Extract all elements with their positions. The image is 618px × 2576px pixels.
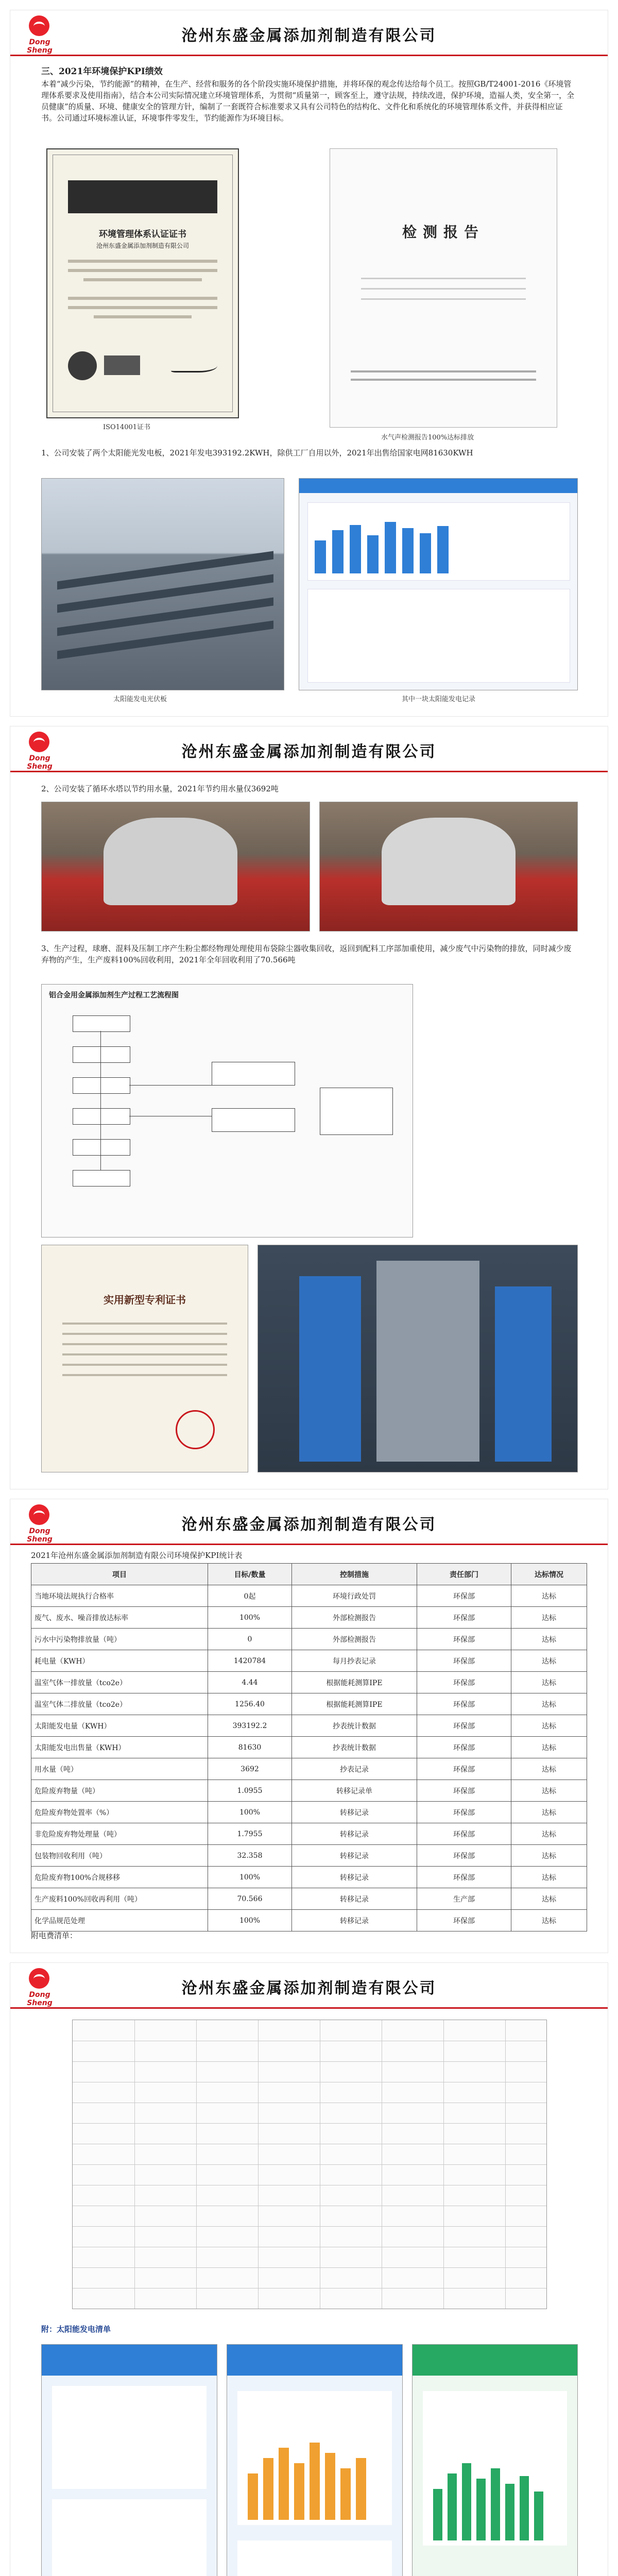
table-cell: 100% <box>208 1607 292 1629</box>
table-cell: 达标 <box>511 1737 587 1758</box>
table-cell: 环保部 <box>417 1780 511 1802</box>
page-4 <box>10 1963 608 2576</box>
table-cell: 达标 <box>511 1823 587 1845</box>
kpi-table <box>31 1563 587 1931</box>
kpi-table-wrap <box>31 1563 587 1931</box>
solar-app-screenshot-3 <box>412 2344 578 2576</box>
table-cell: 环保部 <box>417 1867 511 1888</box>
table-cell: 每月抄表记录 <box>292 1650 417 1672</box>
table-cell: 70.566 <box>208 1888 292 1910</box>
table-cell: 抄表统计数据 <box>292 1715 417 1737</box>
table-row <box>31 1737 587 1758</box>
table-cell: 外部检测报告 <box>292 1607 417 1629</box>
table-row <box>31 1650 587 1672</box>
table-cell: 4.44 <box>208 1672 292 1693</box>
table-cell: 太阳能发电出售量（KWH） <box>31 1737 208 1758</box>
table-cell: 化学品规范处理 <box>31 1910 208 1931</box>
table-cell: 环保部 <box>417 1693 511 1715</box>
table-cell: 环保部 <box>417 1607 511 1629</box>
cooling-tower-photo-left <box>41 802 310 931</box>
table-cell: 100% <box>208 1910 292 1931</box>
certificate-caption: ISO14001证书 <box>103 423 151 431</box>
table-row <box>31 1845 587 1867</box>
process-paragraph: 3、生产过程，球磨、混料及压制工序产生粉尘都经物理处理使用布袋除尘器收集回收，返回到配料工序部加重使用，减少废气中污染物的排放，同时减少废弃物的产生，生产废料100%回收利用，2021年全年回收利用了70.566吨 <box>41 944 572 964</box>
table-cell: 外部检测报告 <box>292 1629 417 1650</box>
table-row <box>31 1780 587 1802</box>
col-header: 目标/数量 <box>208 1564 292 1585</box>
table-cell: 环保部 <box>417 1758 511 1780</box>
table-cell: 达标 <box>511 1607 587 1629</box>
table-cell: 达标 <box>511 1888 587 1910</box>
table-cell: 废气、废水、噪音排放达标率 <box>31 1607 208 1629</box>
table-cell: 达标 <box>511 1715 587 1737</box>
table-row <box>31 1867 587 1888</box>
company-name: 沧州东盛金属添加剂制造有限公司 <box>181 1516 437 1534</box>
patent-seal-icon <box>176 1410 215 1449</box>
solar-list-label: 附：太阳能发电清单 <box>41 2325 111 2334</box>
table-cell: 81630 <box>208 1737 292 1758</box>
table-cell: 达标 <box>511 1910 587 1931</box>
table-cell: 环境行政处罚 <box>292 1585 417 1607</box>
table-row <box>31 1693 587 1715</box>
table-cell: 1256.40 <box>208 1693 292 1715</box>
electricity-note: 附电费清单： <box>31 1931 78 1940</box>
table-cell: 耗电量（KWH） <box>31 1650 208 1672</box>
table-cell: 转移记录 <box>292 1910 417 1931</box>
table-cell: 0 <box>208 1629 292 1650</box>
intro-paragraph: 本着“减少污染，节约能源”的精神，在生产、经营和服务的各个阶段实施环境保护措施，并将环保的观念传达给每个员工。按照GB/T24001-2016《环境管理体系要求及使用指南》，结合本公司实际情况建立环境管理体系，为贯彻“质量第一，顾客至上，遵守法规，持续改进，保护环境，造福人类，安全第一，全员健康”的质量、环境、健康安全的管理方针，编制了一套既符合标准要求又具有公司特色的结构化、文件化和系统化的环境管理体系文件，并获得相应证书。公司通过环境标准认证，环境事件零发生，节约能源作为环境目标。 <box>41 79 575 123</box>
table-cell: 环保部 <box>417 1715 511 1737</box>
table-cell: 达标 <box>511 1585 587 1607</box>
col-header: 项目 <box>31 1564 208 1585</box>
report-title: 检测报告 <box>402 224 485 241</box>
table-cell: 达标 <box>511 1629 587 1650</box>
table-cell: 环保部 <box>417 1629 511 1650</box>
table-cell: 环保部 <box>417 1672 511 1693</box>
table-cell: 环保部 <box>417 1737 511 1758</box>
table-cell: 当地环境法规执行合格率 <box>31 1585 208 1607</box>
patent-title: 实用新型专利证书 <box>104 1294 186 1306</box>
table-cell: 危险废弃物100%合规移移 <box>31 1867 208 1888</box>
table-cell: 根据能耗测算IPE <box>292 1672 417 1693</box>
company-name: 沧州东盛金属添加剂制造有限公司 <box>181 27 437 45</box>
table-row <box>31 1629 587 1650</box>
table-cell: 根据能耗测算IPE <box>292 1693 417 1715</box>
company-name: 沧州东盛金属添加剂制造有限公司 <box>181 743 437 761</box>
table-cell: 抄表记录 <box>292 1758 417 1780</box>
table-cell: 转移记录单 <box>292 1780 417 1802</box>
page-header <box>10 1963 608 2009</box>
process-chart-title: 铝合金用金属添加剂生产过程工艺流程图 <box>49 991 179 999</box>
table-cell: 达标 <box>511 1650 587 1672</box>
table-cell: 用水量（吨） <box>31 1758 208 1780</box>
cooling-tower-photo-right <box>319 802 578 931</box>
col-header: 控制措施 <box>292 1564 417 1585</box>
table-cell: 100% <box>208 1867 292 1888</box>
table-row <box>31 1823 587 1845</box>
table-cell: 生产废料100%回收再利用（吨） <box>31 1888 208 1910</box>
table-row <box>31 1607 587 1629</box>
table-cell: 32.358 <box>208 1845 292 1867</box>
table-cell: 温室气体一排放量（tco2e） <box>31 1672 208 1693</box>
company-name: 沧州东盛金属添加剂制造有限公司 <box>181 1979 437 1997</box>
logo-brand-text: Dong Sheng <box>27 1991 53 2007</box>
page-1 <box>10 10 608 716</box>
col-header: 责任部门 <box>417 1564 511 1585</box>
table-cell: 转移记录 <box>292 1802 417 1823</box>
table-row <box>31 1802 587 1823</box>
solar-panel-caption: 太阳能发电光伏板 <box>113 696 167 703</box>
table-cell: 转移记录 <box>292 1867 417 1888</box>
page-2 <box>10 726 608 1489</box>
table-cell: 环保部 <box>417 1802 511 1823</box>
table-cell: 3692 <box>208 1758 292 1780</box>
logo-brand-text: Dong Sheng <box>27 38 53 55</box>
iso14001-certificate <box>46 148 239 418</box>
table-cell: 环保部 <box>417 1650 511 1672</box>
logo-brand-text: Dong Sheng <box>27 754 53 771</box>
table-row <box>31 1758 587 1780</box>
certification-seal-icon <box>68 351 97 380</box>
patent-certificate <box>41 1245 248 1472</box>
table-cell: 1.7955 <box>208 1823 292 1845</box>
table-row <box>31 1910 587 1931</box>
table-cell: 非危险废弃物处理量（吨） <box>31 1823 208 1845</box>
table-cell: 393192.2 <box>208 1715 292 1737</box>
report-caption: 水气声检测报告100%达标排放 <box>381 434 474 442</box>
solar-app-screenshot-2 <box>227 2344 403 2576</box>
table-cell: 转移记录 <box>292 1823 417 1845</box>
table-cell: 转移记录 <box>292 1845 417 1867</box>
table-cell: 1.0955 <box>208 1780 292 1802</box>
table-row <box>31 1672 587 1693</box>
table-cell: 达标 <box>511 1780 587 1802</box>
inspection-report <box>330 148 557 428</box>
signature-icon <box>171 355 217 372</box>
table-cell: 达标 <box>511 1693 587 1715</box>
certificate-title: 环境管理体系认证证书 <box>99 229 186 240</box>
table-cell: 环保部 <box>417 1585 511 1607</box>
table-cell: 环保部 <box>417 1845 511 1867</box>
process-flow-chart <box>41 984 413 1238</box>
solar-record-screenshot <box>299 478 578 690</box>
table-row <box>31 1585 587 1607</box>
table-cell: 达标 <box>511 1672 587 1693</box>
table-cell: 环保部 <box>417 1823 511 1845</box>
table-cell: 达标 <box>511 1802 587 1823</box>
table-cell: 污水中污染物排放量（吨） <box>31 1629 208 1650</box>
table-cell: 达标 <box>511 1758 587 1780</box>
water-paragraph: 2、公司安装了循环水塔以节约用水量，2021年节约用水量仅3692吨 <box>41 784 279 793</box>
dust-collector-photo <box>258 1245 578 1472</box>
solar-record-caption: 其中一块太阳能发电记录 <box>402 696 476 703</box>
page-3 <box>10 1499 608 1953</box>
table-cell: 抄表统计数据 <box>292 1737 417 1758</box>
table-cell: 危险废弃物量（吨） <box>31 1780 208 1802</box>
table-cell: 0起 <box>208 1585 292 1607</box>
table-cell: 100% <box>208 1802 292 1823</box>
electricity-bill-sheet <box>72 2020 547 2309</box>
table-cell: 达标 <box>511 1845 587 1867</box>
kpi-table-title: 2021年沧州东盛金属添加剂制造有限公司环境保护KPI统计表 <box>31 1551 243 1560</box>
section-title: 三、2021年环境保护KPI绩效 <box>41 66 163 77</box>
table-cell: 包装物回收利用（吨） <box>31 1845 208 1867</box>
logo-brand-text: Dong Sheng <box>27 1527 53 1544</box>
table-cell: 达标 <box>511 1867 587 1888</box>
table-cell: 1420784 <box>208 1650 292 1672</box>
solar-paragraph: 1、公司安装了两个太阳能光发电板，2021年发电393192.2KWH，除供工厂自用以外，2021年出售给国家电网81630KWH <box>41 448 473 457</box>
table-row <box>31 1715 587 1737</box>
page-header <box>10 10 608 56</box>
page-header <box>10 726 608 772</box>
solar-panel-photo <box>41 478 284 690</box>
table-cell: 危险废弃物处置率（%） <box>31 1802 208 1823</box>
col-header: 达标情况 <box>511 1564 587 1585</box>
certificate-company: 沧州东盛金属添加剂制造有限公司 <box>96 242 189 249</box>
kpi-table-body <box>31 1585 587 1931</box>
table-row <box>31 1888 587 1910</box>
table-cell: 太阳能发电量（KWH） <box>31 1715 208 1737</box>
table-cell: 生产部 <box>417 1888 511 1910</box>
table-cell: 温室气体二排放量（tco2e） <box>31 1693 208 1715</box>
table-cell: 环保部 <box>417 1910 511 1931</box>
solar-app-screenshot-1 <box>41 2344 217 2576</box>
page-header <box>10 1499 608 1545</box>
table-cell: 转移记录 <box>292 1888 417 1910</box>
iaf-mark-icon <box>104 355 140 375</box>
